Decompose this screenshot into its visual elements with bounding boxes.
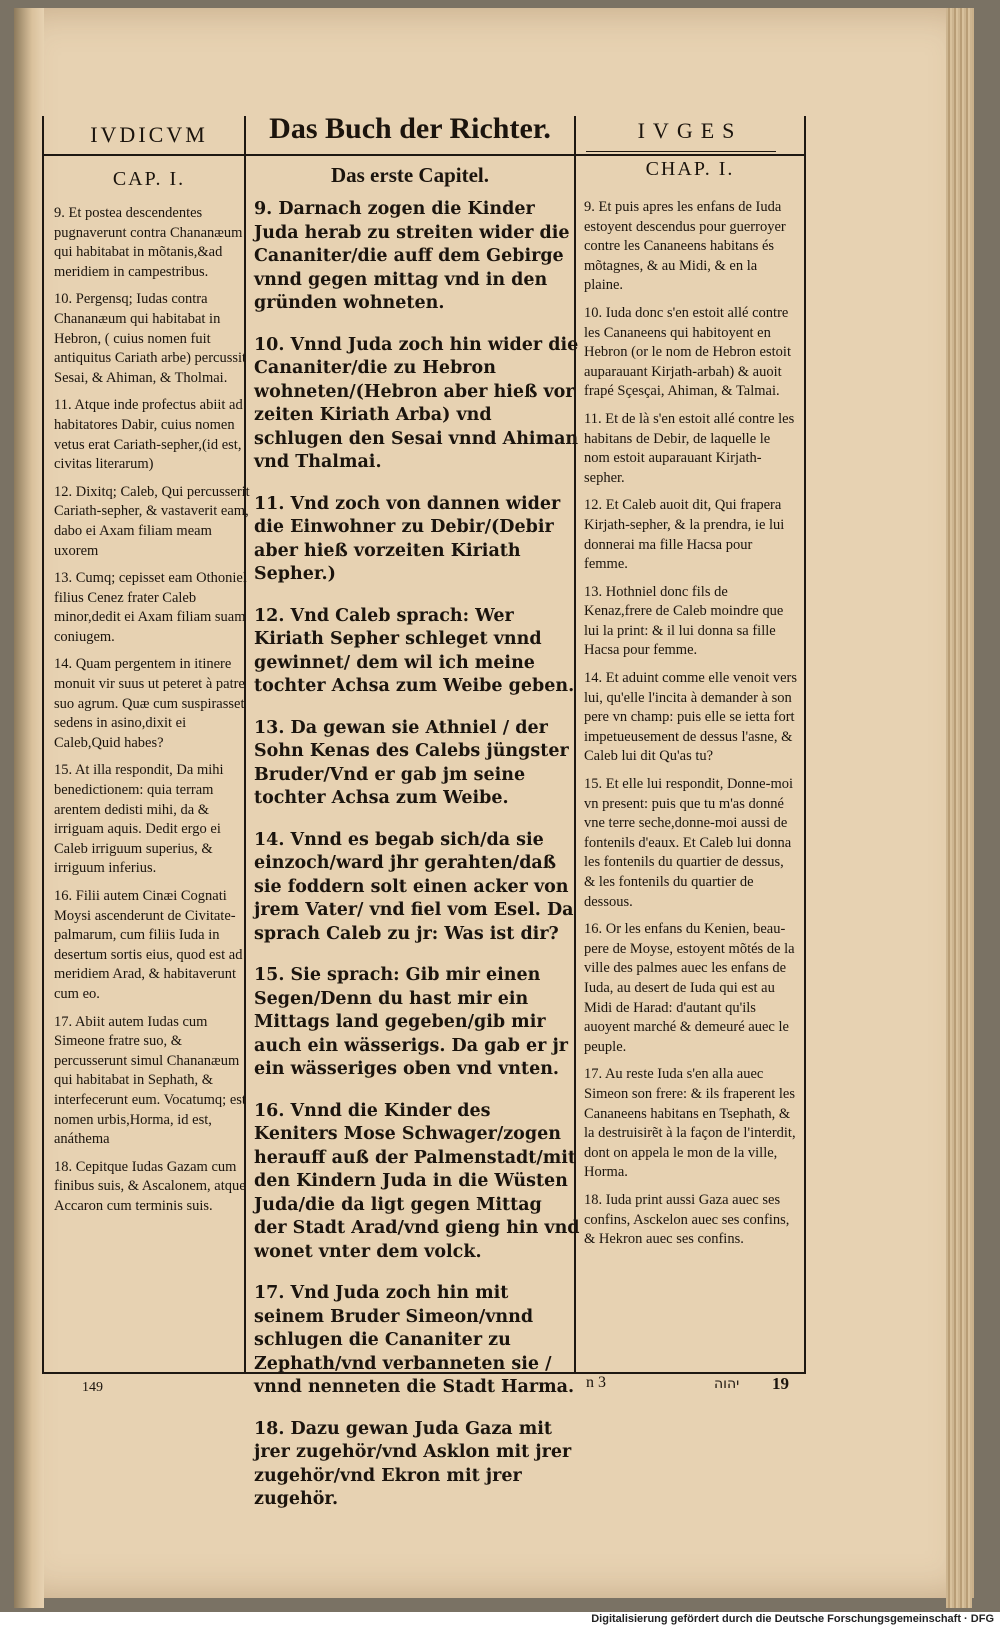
french-chapter-rule <box>586 151 776 152</box>
french-verse: 16. Or les enfans du Kenien, beau-pere de Moyse, estoyent mõtés de la ville des palmes auec les enfans de Iuda, au desert de Iuda qui est au Midi de Harad: d'autant qu'ils auoyent marché & demeuré auec le peuple. <box>584 921 795 1055</box>
german-verse: 15. Sie sprach: Gib mir einen Segen/Denn du hast mir ein Mittags land gegeben/gib mir auch ein wässerigs. Da gab er jr ein wässeriges oben vnd vnten. <box>254 965 569 1079</box>
french-running-head: IVGES <box>637 118 743 143</box>
french-verse: 15. Et elle lui respondit, Donne-moi vn present: puis que tu m'as donné vne terre seche,donne-moi aussi de fontenils d'eaux. Et Caleb lui donna les fontenils du quartier de dessus, & les fontenils du quartier de dessous. <box>584 776 794 910</box>
header-rule <box>42 154 806 156</box>
french-verse: 10. Iuda donc s'en estoit allé contre les Cananeens qui habitoyent en Hebron (or le nom de Hebron estoit auparauant Kirjath-arbah) & auoit frapé Sçesçai, Ahiman, & Talmai. <box>584 304 791 400</box>
page-number-right: 19 <box>772 1374 789 1393</box>
german-verse: 11. Vnd zoch von dannen wider die Einwohner zu Debir/(Debir aber hieß vorzeiten Kiriath Sepher.) <box>254 493 561 584</box>
french-column <box>584 198 798 1258</box>
digitization-bar <box>0 1612 1000 1629</box>
french-verse: 13. Hothniel donc fils de Kenaz,frere de Caleb moindre que lui la print: & il lui donna sa fille Hacsa pour femme. <box>584 583 784 659</box>
latin-running-head: IVDICVM <box>90 122 208 147</box>
latin-verse: 16. Filii autem Cinæi Cognati Moysi ascenderunt de Civitate-palmarum, cum filiis Iuda in desertum sortis eius, quod est ad meridiem Arad, & habitaverunt cum eo. <box>54 888 243 1002</box>
digitization-notice: Digitalisierung gefördert durch die Deutsche Forschungsgemeinschaft · DFG <box>591 1613 994 1625</box>
latin-column <box>54 204 252 1225</box>
french-chapter-heading: CHAP. I. <box>645 158 735 180</box>
german-verse: 18. Dazu gewan Juda Gaza mit jrer zugehör/vnd Asklon mit jrer zugehör/vnd Ekron mit jrer zugehör. <box>254 1418 572 1509</box>
french-verse: 12. Et Caleb auoit dit, Qui frapera Kirjath-sepher, & la prendra, ie lui donnerai ma fille Hacsa pour femme. <box>584 497 785 573</box>
german-verse: 10. Vnnd Juda zoch hin wider die Cananiter/die zu Hebron wohneten/(Hebron aber hieß vor zeiten Kiriath Arba) vnd schlugen den Sesai vnnd Ahiman vnd Thalmai. <box>254 334 579 472</box>
french-verse: 9. Et puis apres les enfans de Iuda estoyent descendus pour guerroyer contre les Cananeens habitans és mõtagnes, & au Midi, & en la plaine. <box>584 199 786 294</box>
latin-verse: 12. Dixitq; Caleb, Qui percusserit Cariath-sepher, & vastaverit eam, dabo ei Axam filiam meam uxorem <box>54 483 250 559</box>
latin-verse: 9. Et postea descendentes pugnaverunt contra Chananæum qui habitabat in mõtanis,&ad meridiem in campestribus. <box>54 205 243 280</box>
latin-verse: 17. Abiit autem Iudas cum Simeone fratre suo, & percusserunt simul Chananæum qui habitabat in Sephath, & interfecerunt eum. Vocatumq; est nomen urbis,Horma, id est, anáthema <box>54 1013 246 1148</box>
french-verse: 17. Au reste Iuda s'en alla auec Simeon son frere: & ils fraperent les Cananeens habitans en Tsephath, & la destruisirẽt à la façon de l'interdit, dont on appela le mon de la ville, Horma. <box>584 1066 796 1181</box>
german-verse: 16. Vnnd die Kinder des Keniters Mose Schwager/zogen herauff auß der Palmenstadt/mit den Kindern Juda in die Wüsten Juda/die da ligt gegen Mittag der Stadt Arad/vnd gieng hin vnd wonet vnter dem volck. <box>254 1100 580 1262</box>
german-verse: 9. Darnach zogen die Kinder Juda herab zu streiten wider die Cananiter/die auff dem Gebirge vnnd gegen mittag vnd in den gründen wohneten. <box>254 199 570 313</box>
french-verse: 11. Et de là s'en estoit allé contre les habitans de Debir, de laquelle le nom estoit auparauant Kirjath-sepher. <box>584 410 795 486</box>
latin-verse: 11. Atque inde profectus abiit ad habitatores Dabir, cuius nomen vetus erat Cariath-sepher,(id est, civitas literarum) <box>54 397 243 473</box>
outer-left-rule <box>42 116 44 1374</box>
latin-verse: 10. Pergensq; Iudas contra Chananæum qui habitabat in Hebron, ( cuius nomen fuit antiquitus Cariath arbe) percussit Sesai, & Ahiman, & Tholmai. <box>54 291 247 386</box>
german-column <box>254 198 580 1530</box>
latin-verse: 14. Quam pergentem in itinere monuit vir suus ut peteret à patre suo agrum. Quæ cum suspirasset sedens in asino,dixit ei Caleb,Quid habes? <box>54 656 245 751</box>
tetragrammaton: יהוה <box>714 1376 740 1392</box>
page-number-left: 149 <box>82 1380 103 1395</box>
german-verse: 14. Vnnd es begab sich/da sie einzoch/ward jhr gerahten/daß sie foddern solt einen acker von jrem Vater/ vnd fiel vom Esel. Da sprach Caleb zu jr: Was ist dir? <box>254 829 574 944</box>
book-page <box>14 8 974 1598</box>
german-verse: 17. Vnd Juda zoch hin mit seinem Bruder Simeon/vnnd schlugen die Cananiter zu Zephath/vnd verbanneten sie / vnnd nenneten die Stadt Harma. <box>254 1283 575 1397</box>
german-verse: 12. Vnd Caleb sprach: Wer Kiriath Sepher schleget vnnd gewinnet/ dem wil ich meine tochter Achsa zum Weibe geben. <box>254 605 575 696</box>
signature-mark: n 3 <box>586 1374 606 1391</box>
latin-verse: 18. Cepitque Iudas Gazam cum finibus suis, & Ascalonem, atque Accaron cum terminis suis. <box>54 1158 246 1214</box>
latin-verse: 13. Cumq; cepisset eam Othoniel filius Cenez frater Caleb minor,dedit ei Axam filiam suam coniugem. <box>54 570 247 645</box>
latin-verse: 15. At illa respondit, Da mihi benedictionem: quia terram arentem dedisti mihi, da & irriguam aquis. Dedit ergo ei Caleb irriguum superius, & irriguum inferius. <box>54 762 224 877</box>
german-verse: 13. Da gewan sie Athniel / der Sohn Kenas des Calebs jüngster Bruder/Vnd er gab jm seine tochter Achsa zum Weibe. <box>254 717 569 808</box>
french-verse: 18. Iuda print aussi Gaza auec ses confins, Asckelon auec ses confins, & Hekron auec ses confins. <box>584 1191 790 1248</box>
german-running-head: Das Buch der Richter. <box>269 112 551 145</box>
french-verse: 14. Et aduint comme elle venoit vers lui, qu'elle l'incita à demander à son pere vn champ: puis elle se ietta fort impetueusement de dessus l'asne, & Caleb lui dit Qu'as tu? <box>584 670 798 765</box>
outer-right-rule <box>804 116 806 1374</box>
page-edges <box>946 8 972 1608</box>
german-chapter-heading: Das erste Capitel. <box>330 163 490 187</box>
latin-chapter-heading: CAP. I. <box>112 168 186 190</box>
binding-fold <box>14 8 44 1608</box>
